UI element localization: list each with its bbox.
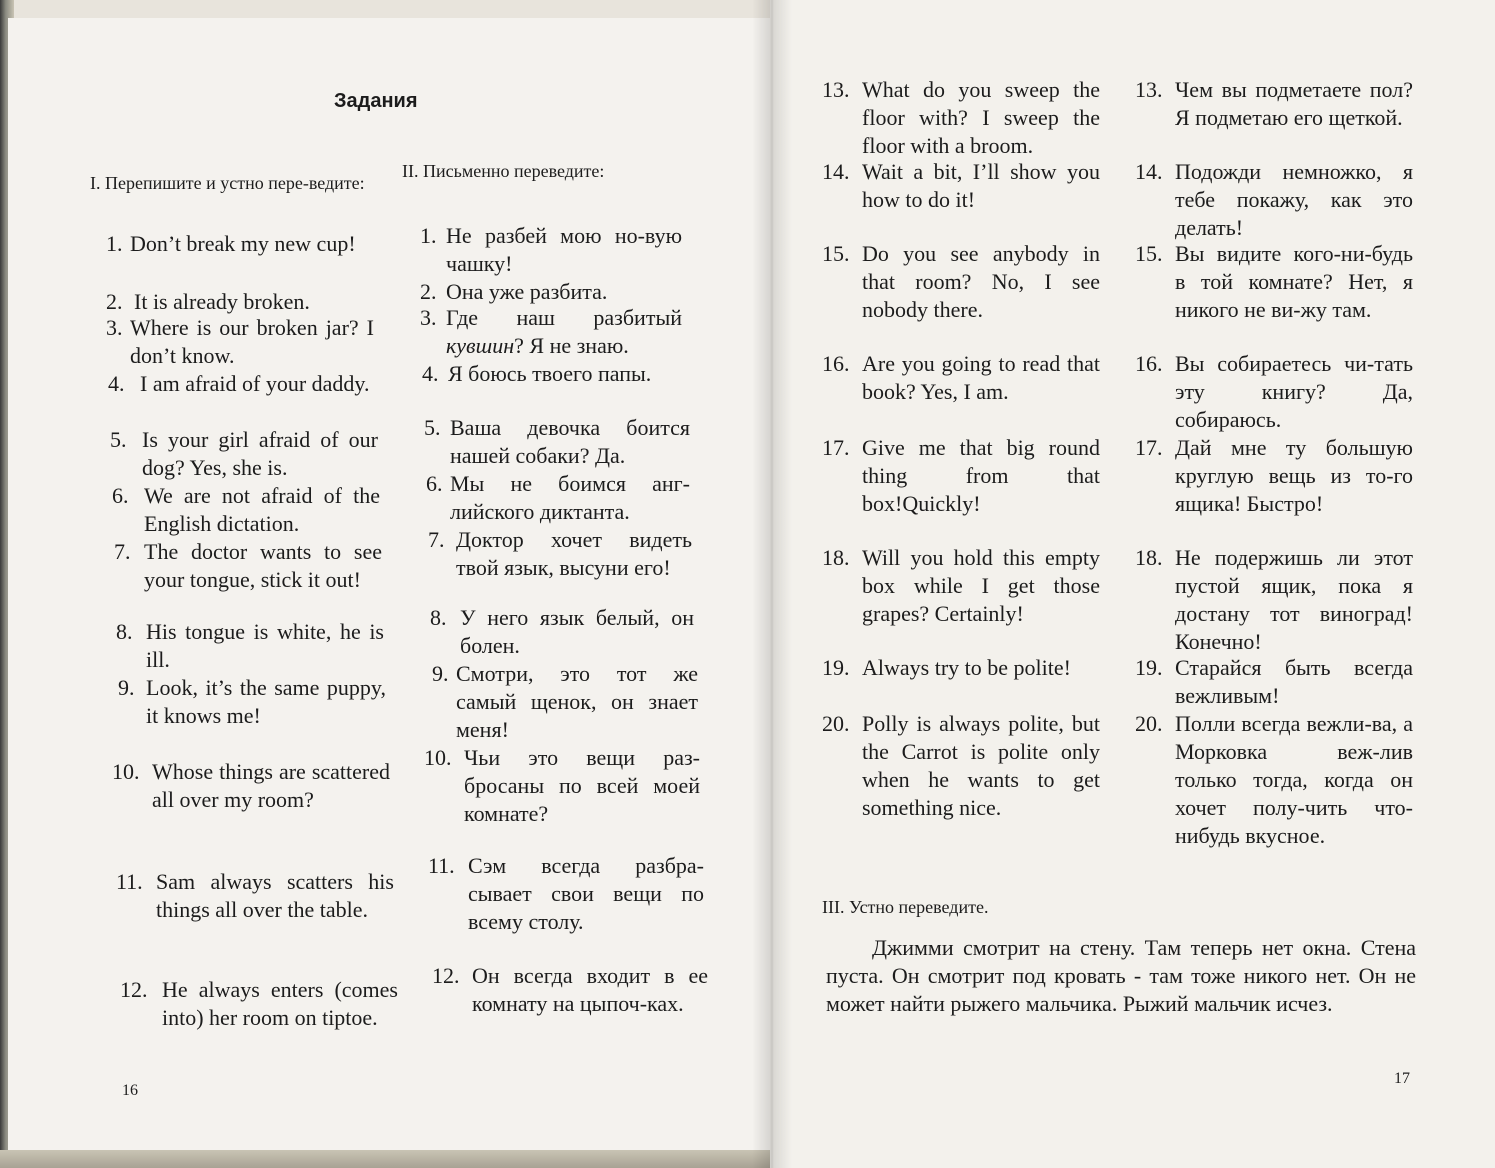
list-item [420,278,682,306]
list-item [116,618,384,674]
book-spine [752,0,792,1168]
task3-heading: III. Устно переведите. [822,897,989,917]
item-number: 19. [1135,655,1163,680]
list-item [822,350,1100,406]
item-number: 2. [106,289,123,314]
list-item [430,604,694,660]
item-text-part: Где наш разбитый [446,305,682,330]
item-number: 6. [426,471,443,496]
item-number: 8. [116,619,133,644]
item-number: 16. [822,351,850,376]
list-item [120,976,398,1032]
item-text: Always try to be polite! [862,655,1071,680]
item-number: 17. [1135,435,1163,460]
item-text: Ваша девочка боится нашей собаки? Да. [450,415,690,468]
item-number: 14. [822,159,850,184]
list-item [422,360,692,388]
item-number: 16. [1135,351,1163,376]
list-item [420,222,682,278]
item-number: 4. [422,361,439,386]
item-number: 9. [118,675,135,700]
item-number: 20. [822,711,850,736]
list-item [1135,710,1413,850]
item-text: Wait a bit, I’ll show you how to do it! [862,159,1100,212]
item-number: 1. [420,223,437,248]
list-item [1135,240,1413,324]
item-text: Не подержишь ли этот пустой ящик, пока я достану тот виноград! Конечно! [1175,545,1413,654]
list-item [1135,654,1413,710]
item-number: 1. [106,231,123,256]
item-text-italic: кувшин [446,333,515,358]
page-number-left: 16 [122,1082,138,1099]
list-item [822,710,1100,822]
item-text: Старайся быть всегда вежливым! [1175,655,1413,708]
list-item [1135,350,1413,434]
item-text: Вы видите кого-ни-будь в той комнате? Нет, я никого не ви-жу там. [1175,241,1413,322]
list-item [822,544,1100,628]
item-number: 11. [116,869,143,894]
item-number: 5. [110,427,127,452]
list-item [420,304,682,360]
item-text: What do you sweep the floor with? I sweep the floor with a broom. [862,77,1100,158]
item-text: У него язык белый, он болен. [460,605,694,658]
list-item [116,868,394,924]
item-text: Sam always scatters his things all over the table. [156,869,394,922]
item-number: 10. [112,759,140,784]
item-text: We are not afraid of the English dictation. [144,483,380,536]
list-item [1135,544,1413,656]
page-bottom-edge [0,1150,770,1168]
item-text: Смотри, это тот же самый щенок, он знает меня! [456,661,698,742]
item-number: 4. [108,371,125,396]
item-number: 6. [112,483,129,508]
item-text: Will you hold this empty box while I get those grapes? Certainly! [862,545,1100,626]
item-number: 18. [822,545,850,570]
list-item [424,744,700,828]
list-item [822,654,1100,682]
list-item [114,538,382,594]
item-number: 8. [430,605,447,630]
item-text: He always enters (comes into) her room on tiptoe. [162,977,398,1030]
item-number: 3. [420,305,437,330]
list-item [112,758,390,814]
list-item [432,962,708,1018]
item-number: 13. [822,77,850,102]
task2-heading: II. Письменно переведите: [402,161,605,181]
list-item [822,76,1100,160]
item-text: Мы не боимся анг-лийского диктанта. [450,471,690,524]
list-item [106,288,374,316]
list-item [424,414,690,470]
item-text: Подожди немножко, я тебе покажу, как это делать! [1175,159,1413,240]
list-item [108,370,376,398]
item-number: 15. [1135,241,1163,266]
item-text: Look, it’s the same puppy, it knows me! [146,675,386,728]
item-text: Are you going to read that book? Yes, I am. [862,351,1100,404]
item-number: 20. [1135,711,1163,736]
item-text: Она уже разбита. [446,279,608,304]
page-title: Задания [334,90,418,112]
task1-heading: I. Перепишите и устно пере-ведите: [90,173,365,193]
list-item [1135,434,1413,518]
item-text: The doctor wants to see your tongue, stick it out! [144,539,382,592]
list-item [428,526,692,582]
item-number: 11. [428,853,455,878]
list-item [118,674,386,730]
list-item [426,470,690,526]
item-text: Дай мне ту большую круглую вещь из то-го ящика! Быстро! [1175,435,1413,516]
list-item [106,230,374,258]
list-item [822,240,1100,324]
item-text: Give me that big round thing from that box!Quickly! [862,435,1100,516]
item-number: 14. [1135,159,1163,184]
page-number-right: 17 [1394,1070,1410,1087]
item-number: 18. [1135,545,1163,570]
item-number: 19. [822,655,850,680]
item-number: 12. [120,977,148,1002]
item-text: Я боюсь твоего папы. [448,361,652,386]
list-item [432,660,698,744]
item-number: 9. [432,661,449,686]
item-text: Do you see anybody in that room? No, I see nobody there. [862,241,1100,322]
item-number: 10. [424,745,452,770]
item-text: His tongue is white, he is ill. [146,619,384,672]
item-text: Доктор хочет видеть твой язык, высуни его! [456,527,692,580]
item-text: Where is our broken jar? I don’t know. [130,315,374,368]
item-number: 2. [420,279,437,304]
item-text: Don’t break my new cup! [130,231,356,256]
list-item [106,314,374,370]
list-item [110,426,378,482]
list-item [822,434,1100,518]
item-number: 17. [822,435,850,460]
item-number: 15. [822,241,850,266]
item-number: 7. [114,539,131,564]
item-text: I am afraid of your daddy. [140,371,370,396]
item-text: Чьи это вещи раз-бросаны по всей моей комнате? [464,745,700,826]
item-text: Он всегда входит в ее комнату на цыпоч-ках. [472,963,708,1016]
item-number: 7. [428,527,445,552]
item-text: Сэм всегда разбра-сывает свои вещи по всему столу. [468,853,704,934]
item-text: Полли всегда вежли-ва, а Морковка веж-лив только тогда, когда он хочет полу-чить что-нибудь вкусное. [1175,711,1413,848]
item-number: 12. [432,963,460,988]
item-text: Вы собираетесь чи-тать эту книгу? Да, собираюсь. [1175,351,1413,432]
item-text: Is your girl afraid of our dog? Yes, she is. [142,427,378,480]
list-item [1135,158,1413,242]
item-text: Whose things are scattered all over my room? [152,759,390,812]
list-item [822,158,1100,214]
item-text: Polly is always polite, but the Carrot is polite only when he wants to get something nice. [862,711,1100,820]
item-text: It is already broken. [134,289,310,314]
item-text: Не разбей мою но-вую чашку! [446,223,682,276]
item-text [446,304,682,360]
list-item [112,482,380,538]
item-number: 5. [424,415,441,440]
item-text: Чем вы подметаете пол? Я подметаю его щеткой. [1175,77,1413,130]
list-item [428,852,704,936]
list-item [1135,76,1413,132]
item-number: 13. [1135,77,1163,102]
task3-paragraph: Джимми смотрит на стену. Там теперь нет окна. Стена пуста. Он смотрит под кровать - там тоже никого нет. Он не может найти рыжего мальчика. Рыжий мальчик исчез. [826,935,1416,1016]
item-number: 3. [106,315,123,340]
item-text-part: ? Я не знаю. [514,333,629,358]
